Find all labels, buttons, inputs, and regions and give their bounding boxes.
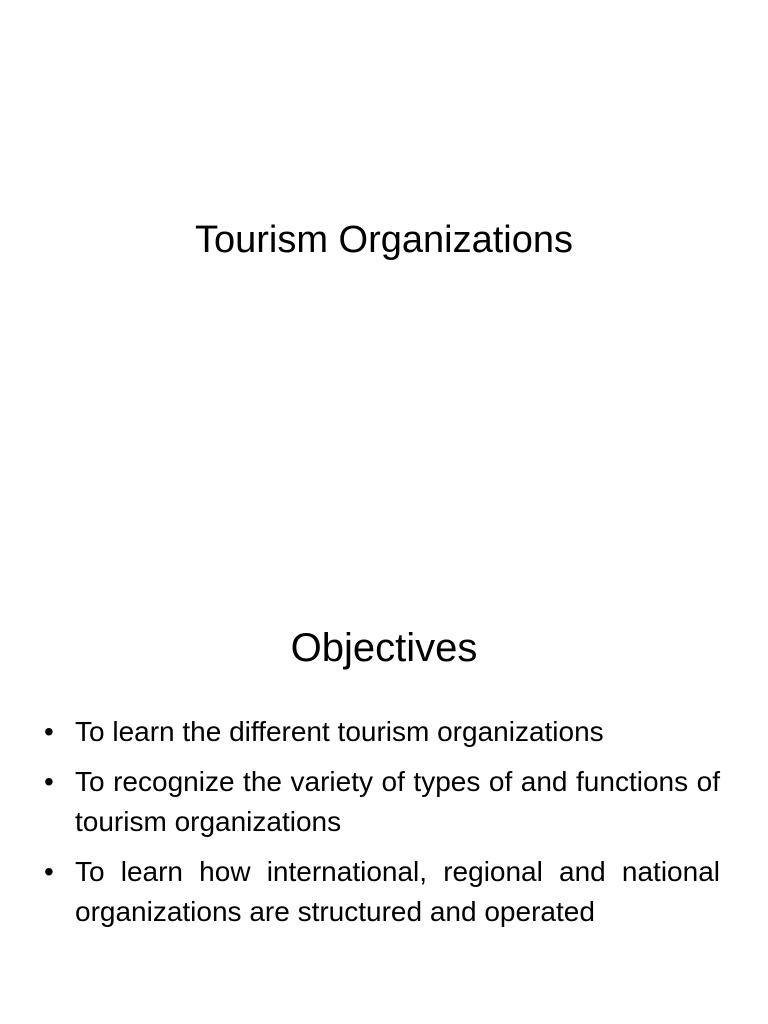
bullet-text: To recognize the variety of types of and functions of tourism organizations bbox=[75, 766, 720, 837]
objectives-slide bbox=[0, 512, 768, 1024]
bullet-icon: • bbox=[44, 766, 54, 797]
list-item bbox=[44, 712, 720, 752]
list-item bbox=[44, 762, 720, 842]
bullet-icon: • bbox=[44, 856, 54, 887]
bullet-text: To learn the different tourism organizations bbox=[75, 716, 604, 747]
slide-title: Tourism Organizations bbox=[194, 219, 574, 261]
list-item bbox=[44, 852, 720, 932]
bullet-icon: • bbox=[44, 716, 54, 747]
objectives-heading: Objectives bbox=[290, 626, 478, 670]
objectives-list bbox=[44, 712, 720, 942]
bullet-text: To learn how international, regional and national organizations are structured and operated bbox=[75, 856, 720, 927]
